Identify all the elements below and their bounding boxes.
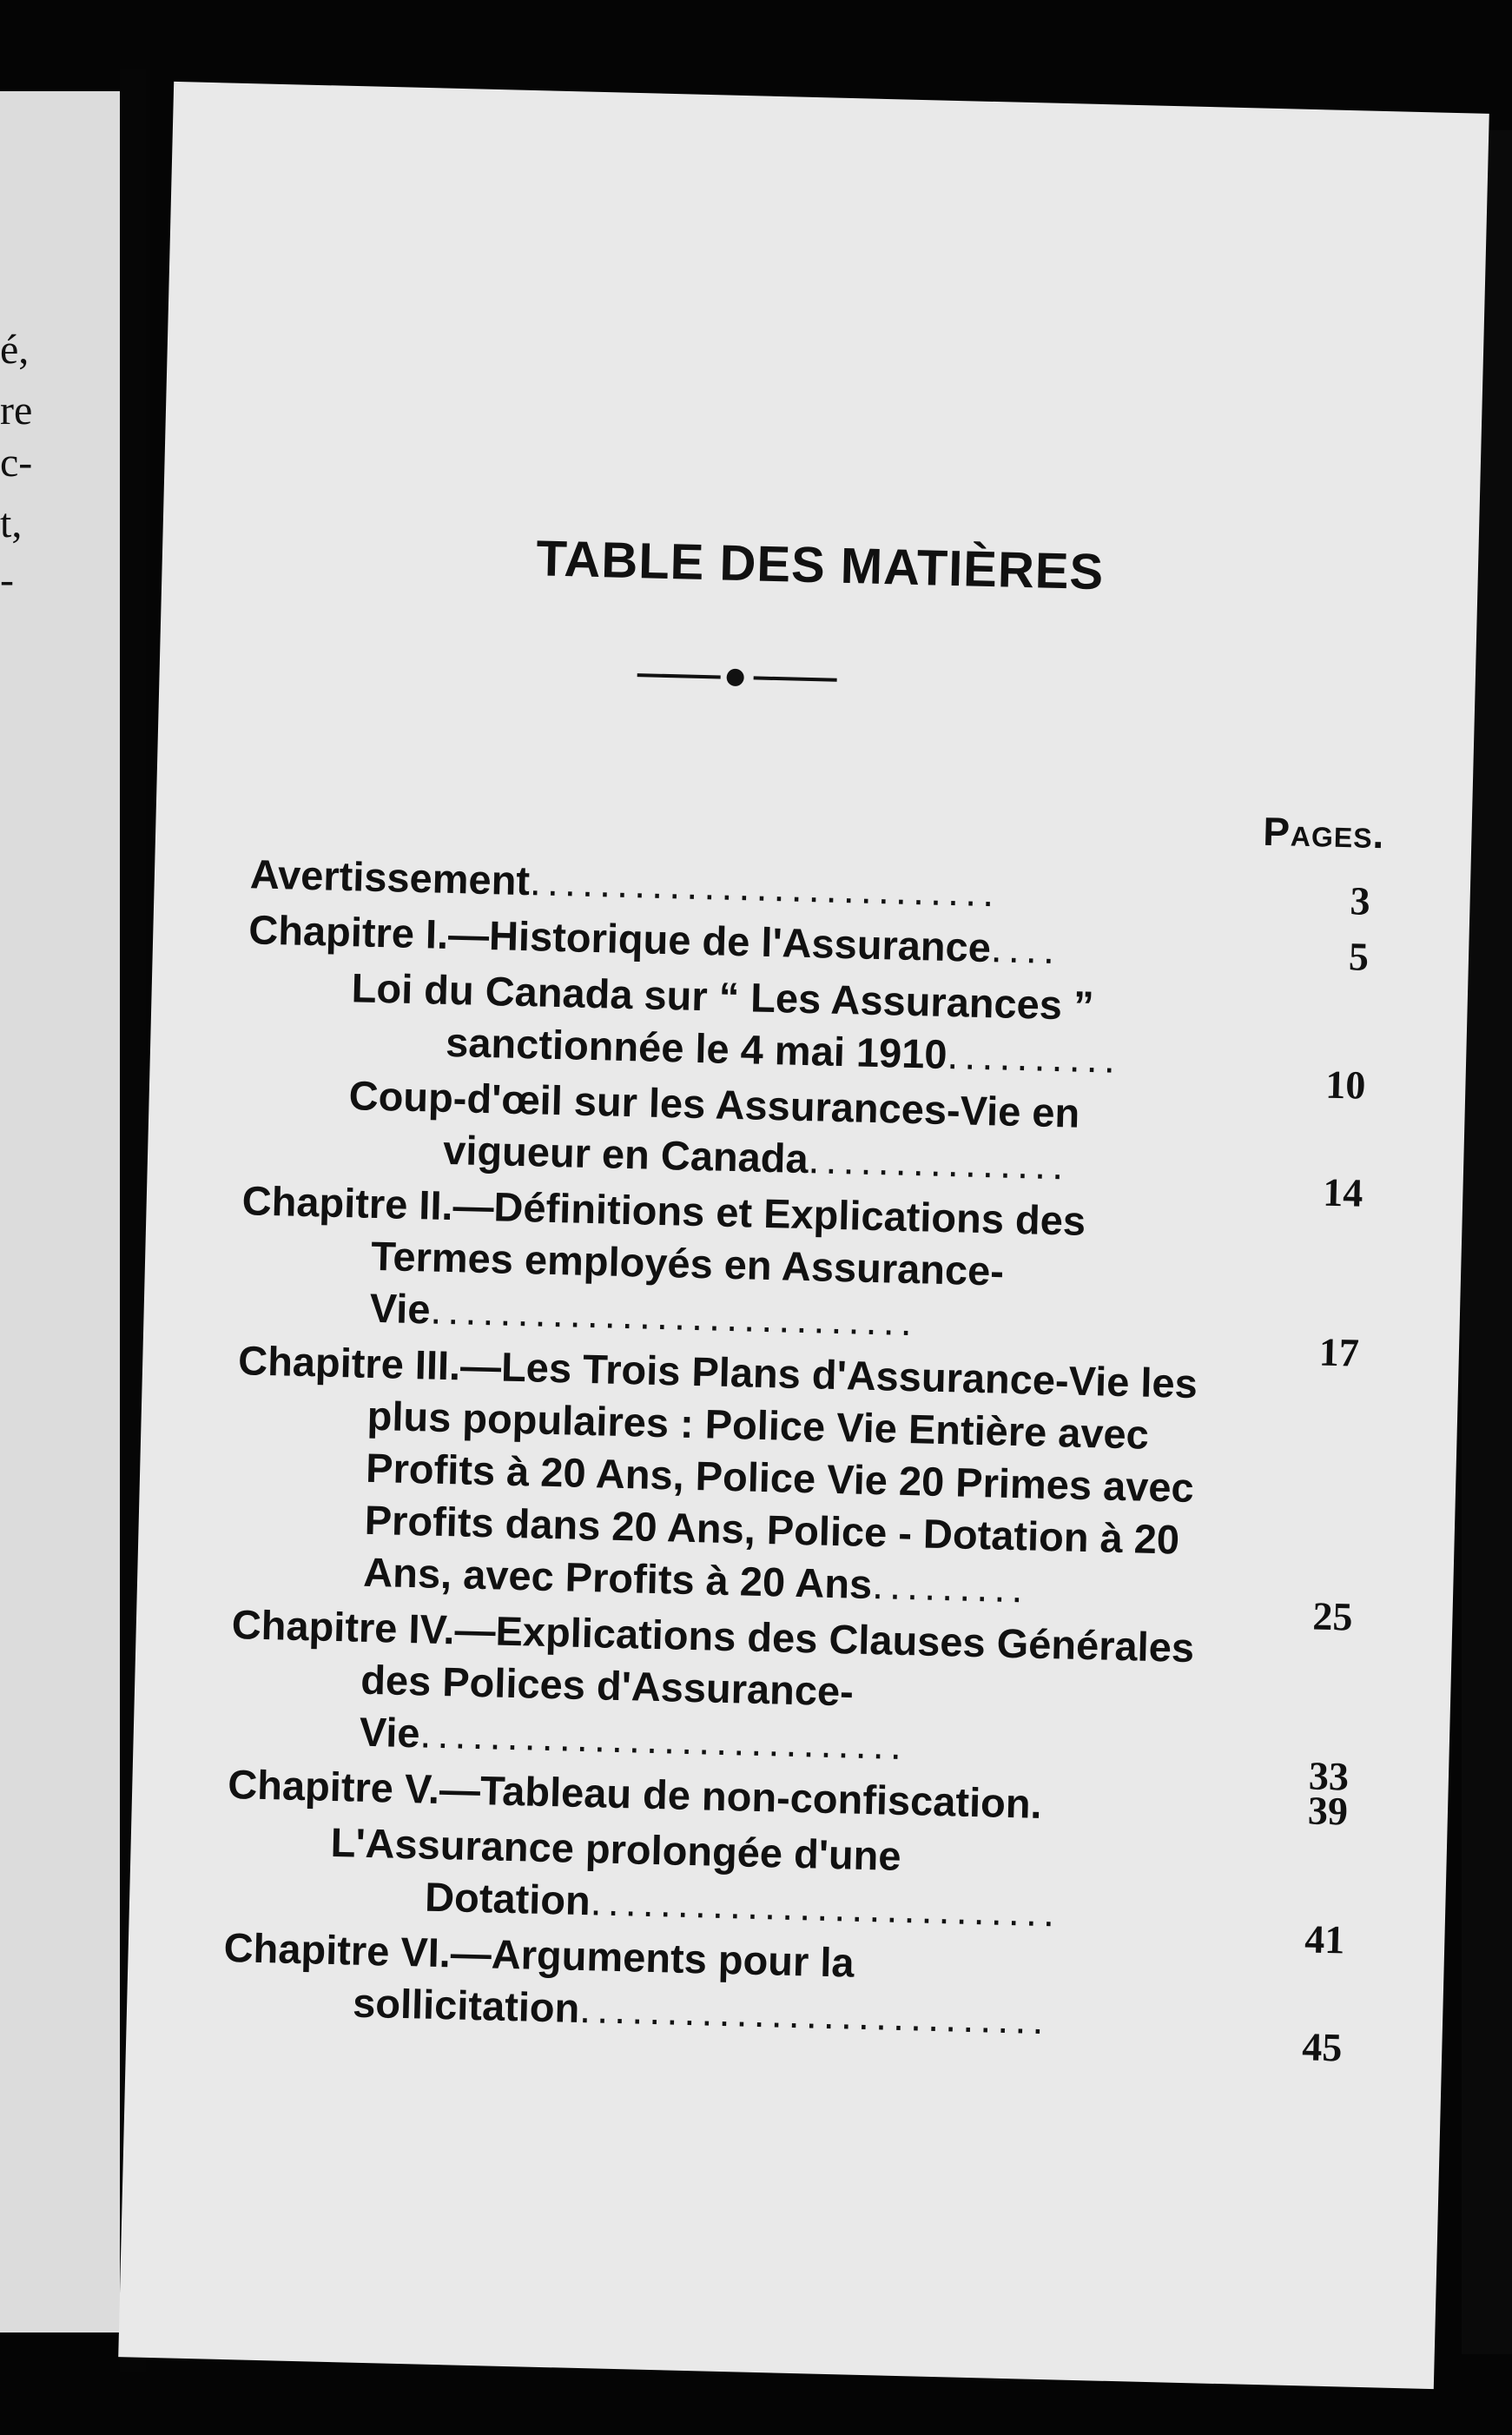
left-page-fragment: c- [0, 440, 33, 486]
toc-entry-text: L'Assurance prolongée d'une Dotation [330, 1818, 902, 1924]
toc-page-number: 45 [1301, 2024, 1343, 2070]
toc-page-number: 3 [1349, 878, 1371, 923]
toc-entry-text: Coup-d'œil sur les Assurances-Vie en vigueur en Canada [348, 1072, 1080, 1182]
ornament-dot-icon [726, 669, 743, 686]
toc-leader: ............................ [419, 1710, 908, 1769]
toc-leader: ........................... [529, 857, 1001, 916]
toc-entry-text: Chapitre II.—Définitions et Explications des Termes employés en Assurance-Vie [241, 1177, 1086, 1333]
toc-entry-text: Chapitre V.—Tableau de non-confiscation. [227, 1760, 1043, 1827]
toc-page-number: 17 [1318, 1329, 1360, 1375]
toc-entry-text: Chapitre VI.—Arguments pour la sollicitation [223, 1923, 855, 2031]
left-page-fragment: re [0, 387, 33, 433]
toc-entry-text: Loi du Canada sur “ Les Assurances ” sanctionnée le 4 mai 1910 [351, 964, 1095, 1077]
toc-leader: ........................... [590, 1877, 1061, 1935]
toc-entry-text: Chapitre III.—Les Trois Plans d'Assurance-Vie les plus populaires : Police Vie Entière avec Profits à 20 Ans, Police Vie 20 Primes avec Profits dans 20 Ans, Police - Dotation à 20 Ans, avec Profits à 20 Ans [237, 1337, 1198, 1608]
toc-page-number: 39 [1307, 1788, 1349, 1834]
ornament-rule-left [637, 673, 721, 678]
adjacent-page [0, 91, 120, 2332]
toc-leader: ............... [808, 1135, 1071, 1188]
contents-page [118, 82, 1489, 2389]
toc-entry [239, 1174, 1363, 1375]
toc-entry [233, 1334, 1359, 1639]
pages-column-heading: Pages. [1262, 808, 1386, 857]
left-page-fragment: - [0, 557, 14, 603]
left-page-fragment: é, [0, 327, 30, 373]
toc-leader: ......... [871, 1561, 1030, 1611]
toc-leader: ........................... [578, 1984, 1051, 2043]
toc-page-number: 25 [1311, 1593, 1354, 1639]
toc-page-number: 5 [1348, 934, 1370, 979]
toc-page-number: 41 [1304, 1916, 1345, 1962]
toc-leader: .... [990, 924, 1061, 973]
left-page-fragment: t, [0, 500, 23, 546]
toc-page-number: 10 [1324, 1062, 1367, 1108]
toc-leader: ............................ [429, 1286, 919, 1345]
title-ornament [637, 666, 836, 689]
ornament-rule-right [754, 676, 837, 681]
toc-entry-text: Avertissement [249, 850, 531, 904]
toc-leader: .......... [946, 1030, 1122, 1082]
table-of-contents [221, 848, 1371, 2070]
toc-entry-text: Chapitre I.—Historique de l'Assurance [248, 906, 992, 971]
toc-page-number: 14 [1322, 1169, 1364, 1215]
toc-page-number: 33 [1308, 1753, 1350, 1799]
toc-entry-text: Chapitre IV.—Explications des Clauses Générales des Polices d'Assurance-Vie [231, 1601, 1195, 1757]
page-title: TABLE DES MATIÈRES [535, 530, 1105, 601]
